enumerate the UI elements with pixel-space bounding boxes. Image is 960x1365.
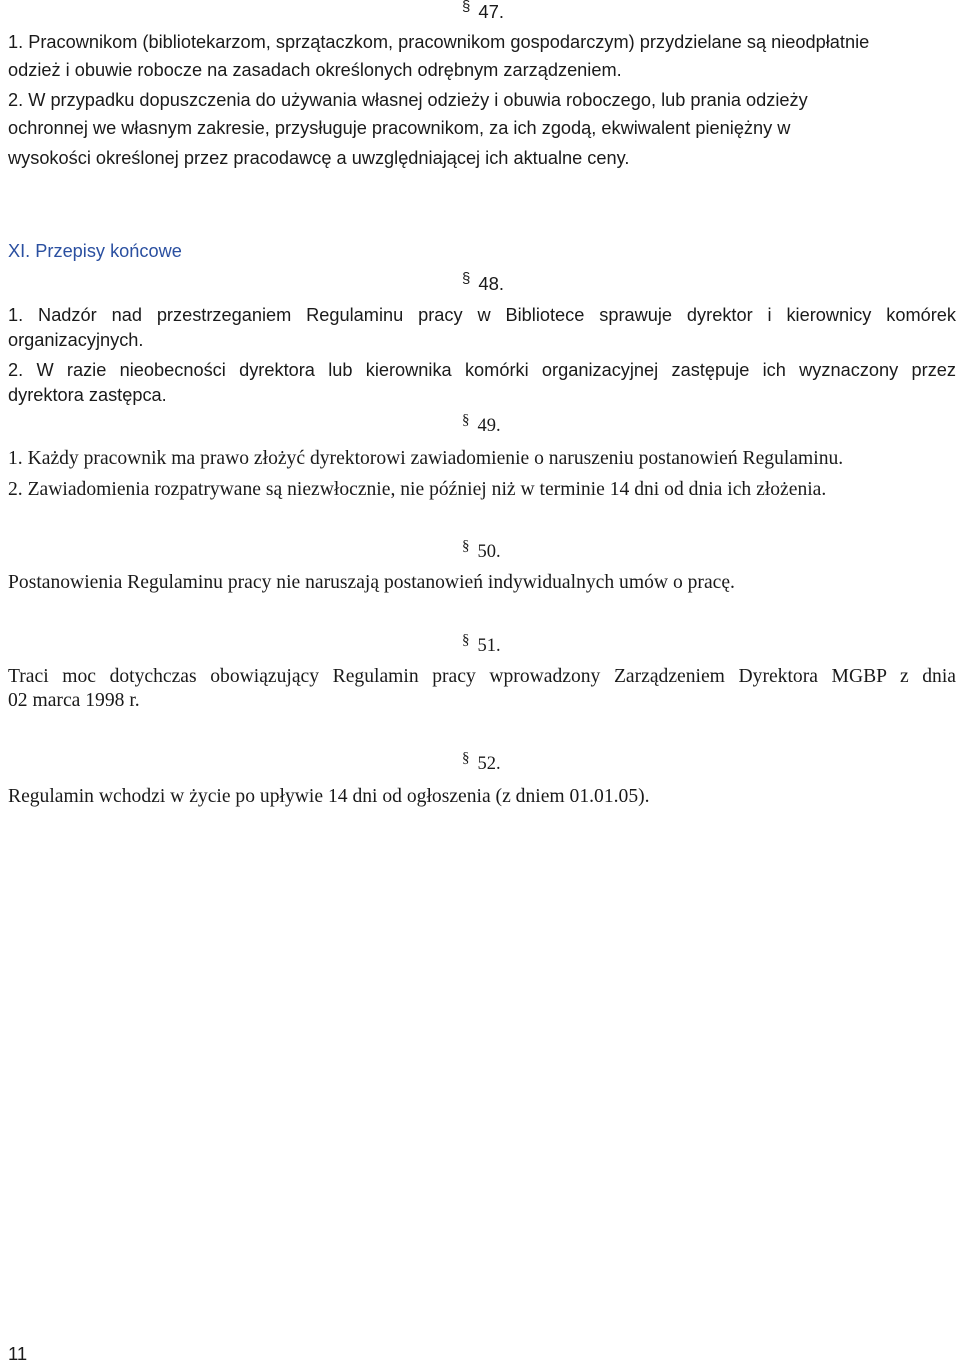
section-47-paragraph-1-line-2: odzież i obuwie robocze na zasadach określonych odrębnym zarządzeniem. [8,60,622,80]
section-number: 51. [477,636,501,656]
section-symbol: § [462,412,470,428]
page-number: 11 [8,1343,28,1364]
section-symbol: § [462,270,471,287]
section-symbol: § [462,632,470,648]
section-47-paragraph-2-line-2: ochronnej we własnym zakresie, przysługuje pracownikom, za ich zgodą, ekwiwalent pieniężny w [8,118,791,138]
section-number: 49. [477,416,501,436]
section-number: 48. [478,273,505,294]
section-51-paragraph-line-2: 02 marca 1998 r. [8,690,140,711]
section-47-heading [462,0,504,26]
section-symbol: § [462,0,471,15]
section-48-paragraph-2-line-1: 2. W razie nieobecności dyrektora lub kierownika komórki organizacyjnej zastępuje ich wyznaczony przez [8,360,956,380]
section-51-heading [462,634,501,659]
section-50-paragraph: Postanowienia Regulaminu pracy nie naruszają postanowień indywidualnych umów o pracę. [8,572,735,593]
chapter-heading: XI. Przepisy końcowe [8,241,182,261]
section-number: 50. [477,542,501,562]
section-48-paragraph-2-line-2: dyrektora zastępca. [8,385,167,405]
section-52-heading [462,752,501,777]
section-49-paragraph-2: 2. Zawiadomienia rozpatrywane są niezwłocznie, nie później niż w terminie 14 dni od dnia ich złożenia. [8,479,827,500]
section-49-paragraph-1: 1. Każdy pracownik ma prawo złożyć dyrektorowi zawiadomienie o naruszeniu postanowień Regulaminu. [8,448,844,469]
section-52-paragraph: Regulamin wchodzi w życie po upływie 14 dni od ogłoszenia (z dniem 01.01.05). [8,786,650,807]
section-51-paragraph-line-1: Traci moc dotychczas obowiązujący Regulamin pracy wprowadzony Zarządzeniem Dyrektora MGBP z dnia [8,666,956,687]
section-49-heading [462,414,501,439]
section-number: 52. [477,754,501,774]
section-48-paragraph-1-line-2: organizacyjnych. [8,330,144,350]
section-symbol: § [462,538,470,554]
section-47-paragraph-2-line-3: wysokości określonej przez pracodawcę a uwzględniającej ich aktualne ceny. [8,148,630,168]
section-47-paragraph-1-line-1: 1. Pracownikom (bibliotekarzom, sprzątaczkom, pracownikom gospodarczym) przydzielane są nieodpłatnie [8,32,870,52]
section-number: 47. [478,1,505,22]
section-47-paragraph-2-line-1: 2. W przypadku dopuszczenia do używania własnej odzieży i obuwia roboczego, lub prania odzieży [8,90,808,110]
section-48-heading [462,272,504,298]
section-50-heading [462,540,501,565]
section-48-paragraph-1-line-1: 1. Nadzór nad przestrzeganiem Regulaminu pracy w Bibliotece sprawuje dyrektor i kierownicy komórek [8,305,956,325]
section-symbol: § [462,750,470,766]
